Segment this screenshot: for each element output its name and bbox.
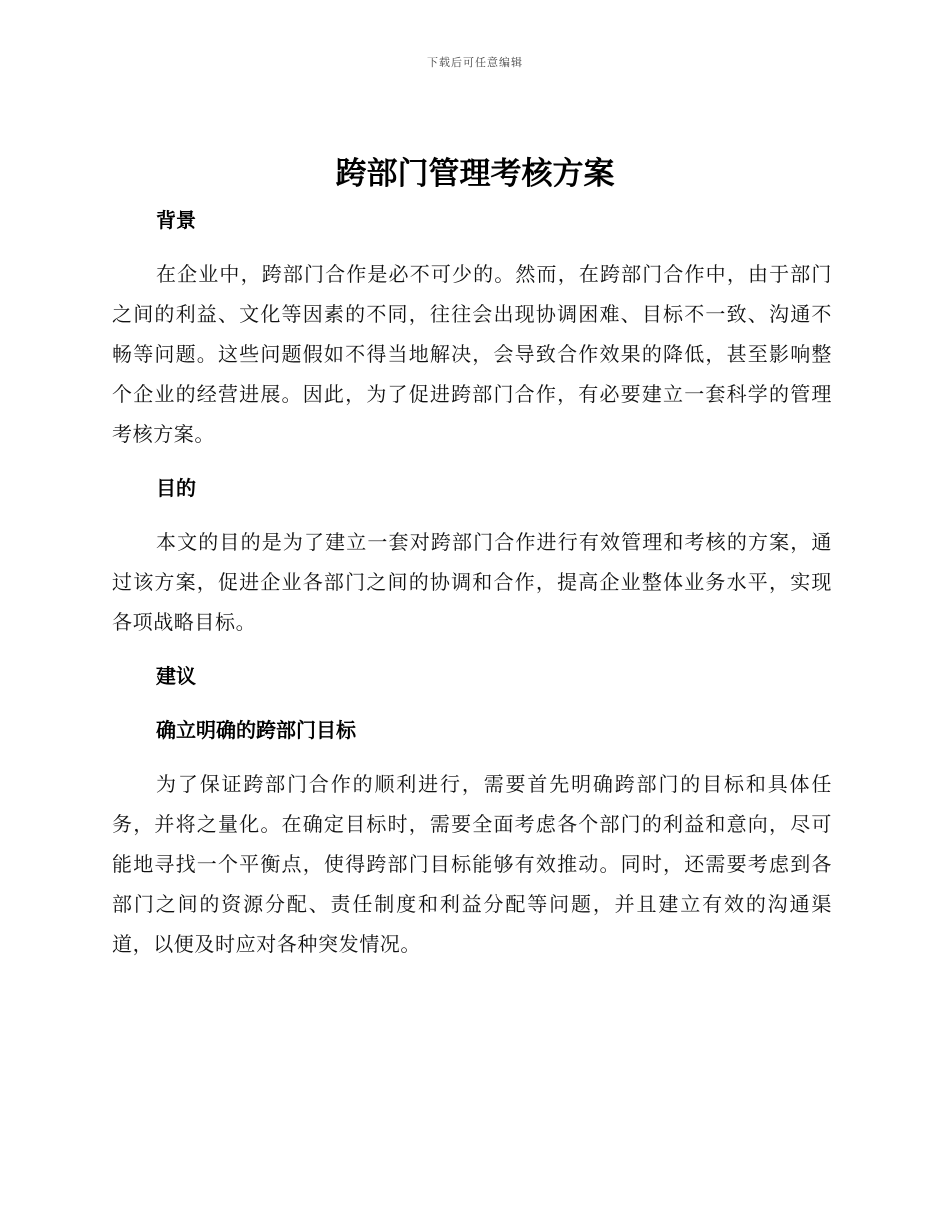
paragraph-background: 在企业中，跨部门合作是必不可少的。然而，在跨部门合作中，由于部门之间的利益、文化等因素的不同，往往会出现协调困难、目标不一致、沟通不畅等问题。这些问题假如不得当地解决，会导致合作效果的降低，甚至影响整个企业的经营进展。因此，为了促进跨部门合作，有必要建立一套科学的管理考核方案。 [112,262,832,446]
section-heading-clear-goals: 确立明确的跨部门目标 [156,718,356,742]
document-title: 跨部门管理考核方案 [335,156,615,192]
document-body [112,200,832,964]
page-header-note: 下载后可任意编辑 [427,56,523,69]
paragraph-clear-goals: 为了保证跨部门合作的顺利进行，需要首先明确跨部门的目标和具体任务，并将之量化。在确定目标时，需要全面考虑各个部门的利益和意向，尽可能地寻找一个平衡点，使得跨部门目标能够有效推动。同时，还需要考虑到各部门之间的资源分配、责任制度和利益分配等问题，并且建立有效的沟通渠道，以便及时应对各种突发情况。 [112,772,832,956]
section-heading-purpose: 目的 [156,476,196,500]
section-heading-suggestions: 建议 [156,664,196,688]
section-heading-background: 背景 [156,208,196,232]
paragraph-purpose: 本文的目的是为了建立一套对跨部门合作进行有效管理和考核的方案，通过该方案，促进企业各部门之间的协调和合作，提高企业整体业务水平，实现各项战略目标。 [112,530,832,634]
